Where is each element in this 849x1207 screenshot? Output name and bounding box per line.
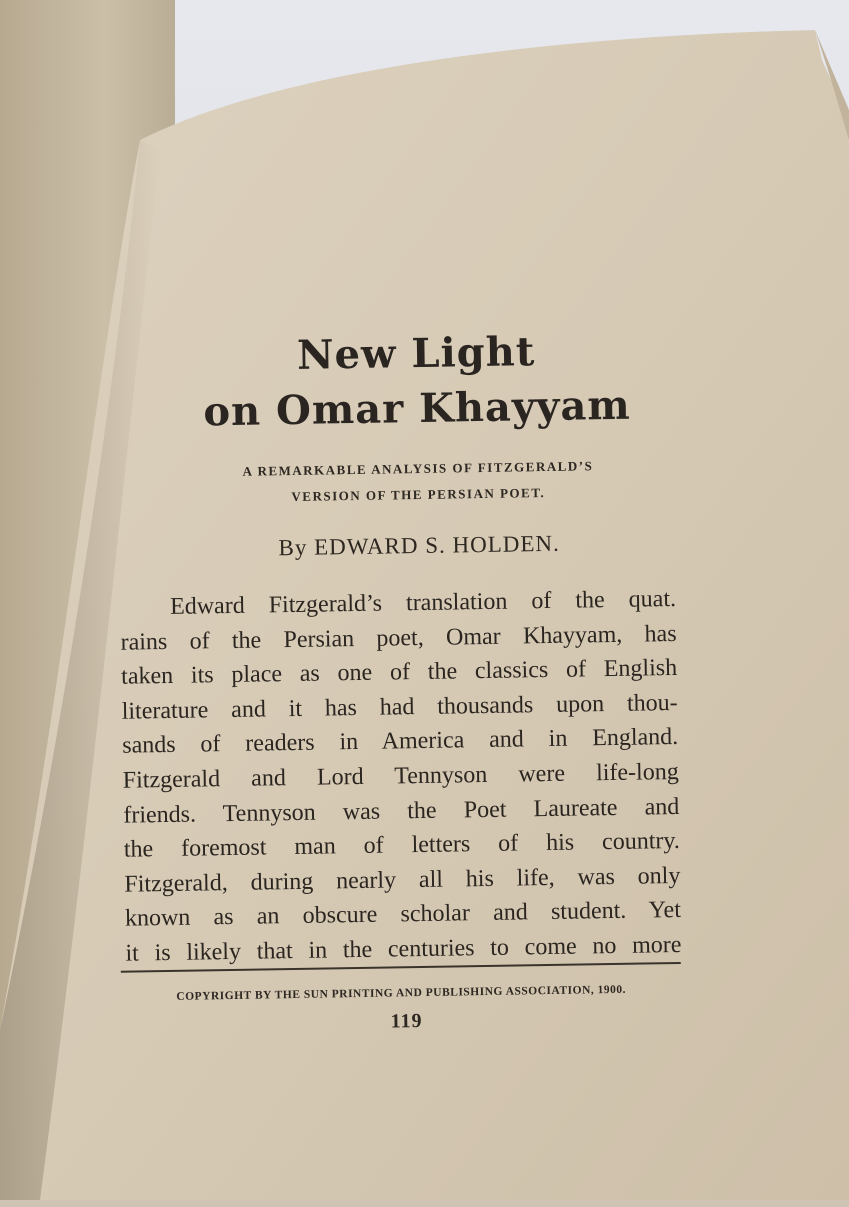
copyright-notice: COPYRIGHT BY THE SUN PRINTING AND PUBLISHING ASSOCIATION, 1900. <box>176 983 627 1003</box>
body-line: sands of readers in America and in England. <box>122 724 679 760</box>
body-line: known as an obscure scholar and student. Yet <box>124 897 682 933</box>
body-line: Fitzgerald and Lord Tennyson were life-long <box>122 758 679 794</box>
body-line: Fitzgerald, during nearly all his life, was only <box>124 862 681 898</box>
body-line: rains of the Persian poet, Omar Khayyam, has <box>120 620 677 656</box>
article-title-line-1: New Light <box>296 328 536 379</box>
body-paragraph <box>120 582 682 971</box>
body-line: taken its place as one of the classics of English <box>120 655 678 690</box>
page-number: 119 <box>390 1010 423 1033</box>
subtitle-line-1: A REMARKABLE ANALYSIS OF FITZGERALD’S <box>242 458 594 479</box>
body-line: it is likely that in the centuries to come no more <box>125 931 682 967</box>
body-line: Edward Fitzgerald’s translation of the quat. <box>169 585 677 620</box>
subtitle-line-2: VERSION OF THE PERSIAN POET. <box>291 485 546 505</box>
body-line: friends. Tennyson was the Poet Laureate and <box>123 793 680 829</box>
article-title-line-2: on Omar Khayyam <box>203 381 631 436</box>
body-line: the foremost man of letters of his country. <box>123 828 681 863</box>
body-line: literature and it has had thousands upon thou- <box>121 689 678 725</box>
byline: By EDWARD S. HOLDEN. <box>278 530 560 561</box>
